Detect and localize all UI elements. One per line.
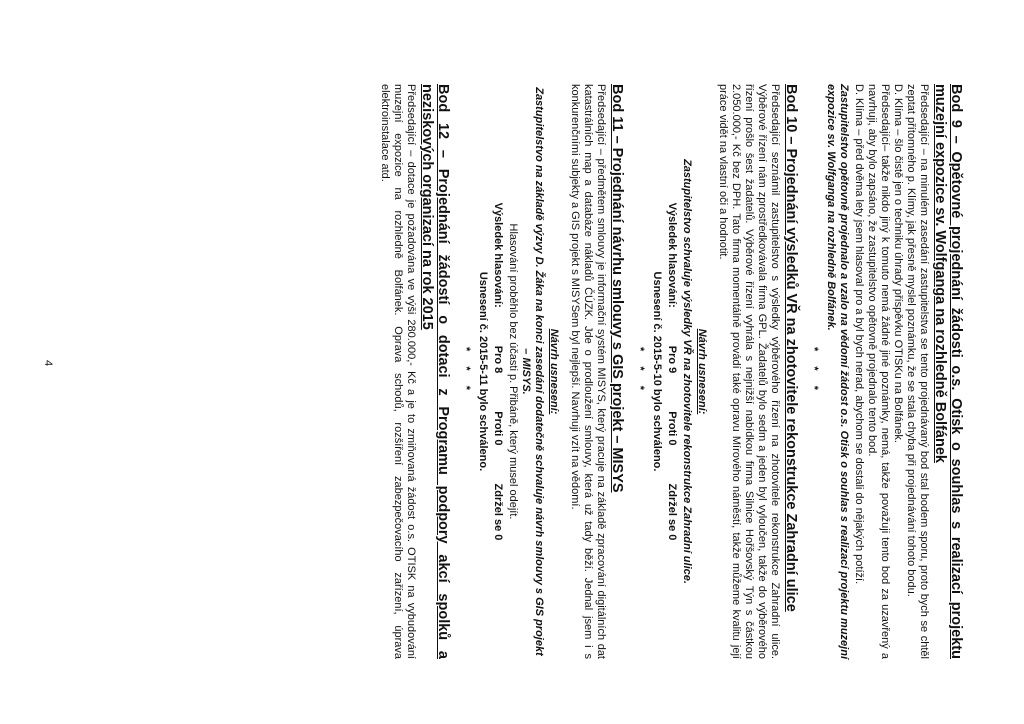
page-content — [370, 84, 964, 659]
proposal-text: Zastupitelstvo na základě výzvy D. Žáka na konci zasedání dodatečně schvaluje návrh smlouvy s GIS projekt – MISYS. — [520, 87, 545, 656]
separator-stars: * * * — [460, 347, 472, 396]
vote-label: Výsledek hlasování: — [492, 202, 504, 308]
separator-stars: * * * — [634, 347, 646, 396]
paragraph: Předsedající – na minulém zasedání zastupitelstva se tento projednávaný bod stal bodem sporu, proto bych se chtěl zeptat přítomného p. Klímy, jak přesně myslel poznámku, že se stala chyba při projednávání tohoto bodu. — [905, 84, 930, 659]
proposal-label: Návrh usnesení: — [548, 328, 560, 415]
vote-for: Pro 9 — [666, 345, 678, 374]
paragraph: Předsedající – dotace je požadována ve výši 280.000,- Kč a je to zmiňovaná žádost o.s. OTISK na vybudování muzejní expozice na rozhledně Bolfánek. Oprava schodů, rozšíření zabezpečovacího zařízení, úprava elektroinstalace atd. — [379, 84, 417, 659]
resolution: Usnesení č. 2015-5-10 bylo schváleno. — [651, 271, 663, 472]
paragraph: Předsedající – předmětem smlouvy je informační systém MISYS, který pracuje na základě zpracování digitálních dat katastrálních map a databáze nákladů ČÚZK. Jde o prodloužení smlouvy, která už tady běží. Jednal jsem i s konkurenčními subjekty a GIS projekt s MISYSem byl nejlepší. Navrhuji vzít na vědomí. — [569, 84, 607, 659]
vote-for: Pro 8 — [492, 345, 504, 374]
vote-abstain: Zdržel se 0 — [492, 483, 504, 541]
paragraph: Předsedající seznámil zastupitelstvo s výsledky výběrového řízení na zhotovitele rekonstrukce Zahradní ulice. Výběrové řízení nám zprostředkovávala firma GPL. Žadatelů bylo sedm a jeden byl vyloučen, takže do výběrového řízení prošlo šest žadatelů. Výběrové řízení vyhrála s nejnižší nabídkou firma Silnice Hořšovský Týn s částkou 2.050.000,- Kč bez DPH. Tato firma momentálně provádí také opravu Mírového náměstí, takže můžeme kvalitu její práce vidět na vlastní oči a hodnotit. — [717, 84, 781, 659]
resolution: Usnesení č. 2015-5-11 bylo schváleno. — [477, 271, 489, 472]
section-bod-11 — [459, 84, 625, 659]
paragraph: D. Klíma – před dvěma lety jsem hlasoval pro a byl bych nerad, abychom se dostali do nějakých potíží. — [853, 84, 865, 585]
proposal-label: Návrh usnesení: — [696, 328, 708, 415]
heading-bod-9: Bod 9 – Opětovné projednání žádosti o.s. Otisk o souhlas s realizací projektu muzejní expozice sv. Wolfganga na rozhledně Bolfánek — [932, 84, 964, 659]
proposal-text: Zastupitelstvo schvaluje výsledky VŘ na zhotovitele rekonstrukce Zahradní ulice. — [681, 159, 693, 584]
conclusion: Zastupitelstvo opětovně projednalo a vzalo na vědomí žádost o.s. Otisk o souhlas s realizací projektu muzejní expozice sv. Wolfganga na rozhledně Bolfánek. — [825, 84, 850, 659]
heading-bod-11: Bod 11 – Projednání návrhu smlouvy s GIS projekt – MISYS — [609, 84, 625, 493]
heading-bod-10: Bod 10 – Projednání výsledků VŘ na zhotovitele rekonstrukce Zahradní ulice — [783, 84, 799, 612]
paragraph: D. Klíma – šlo čistě jen o techniku úhrady příspěvku OTISKu na Bolfánek. — [892, 84, 904, 443]
heading-bod-12: Bod 12 – Projednání žádostí o dotaci z Programu podpory akcí spolků a neziskových organizací na rok 2015 — [419, 84, 451, 659]
vote-result — [491, 84, 504, 659]
section-bod-10 — [633, 84, 799, 659]
vote-note: Hlasování proběhlo bez účasti p. Přibáně, který musel odejít. — [507, 223, 519, 520]
vote-result — [665, 84, 678, 659]
separator-stars: * * * — [808, 347, 820, 396]
vote-abstain: Zdržel se 0 — [666, 483, 678, 541]
vote-against: Proti 0 — [492, 411, 504, 446]
paragraph: Předsedající– takže nikdo jiný k tomuto nemá žádné jiné poznámky, nemá, takže považuji tento bod za uzavřený a navrhuji, aby bylo zapsáno, že zastupitelstvo opětovně projednalo tento bod. — [866, 84, 891, 659]
page-number: 4 — [42, 360, 54, 367]
section-bod-9 — [807, 84, 964, 659]
section-bod-12 — [378, 84, 451, 659]
vote-against: Proti 0 — [666, 411, 678, 446]
vote-label: Výsledek hlasování: — [666, 202, 678, 308]
